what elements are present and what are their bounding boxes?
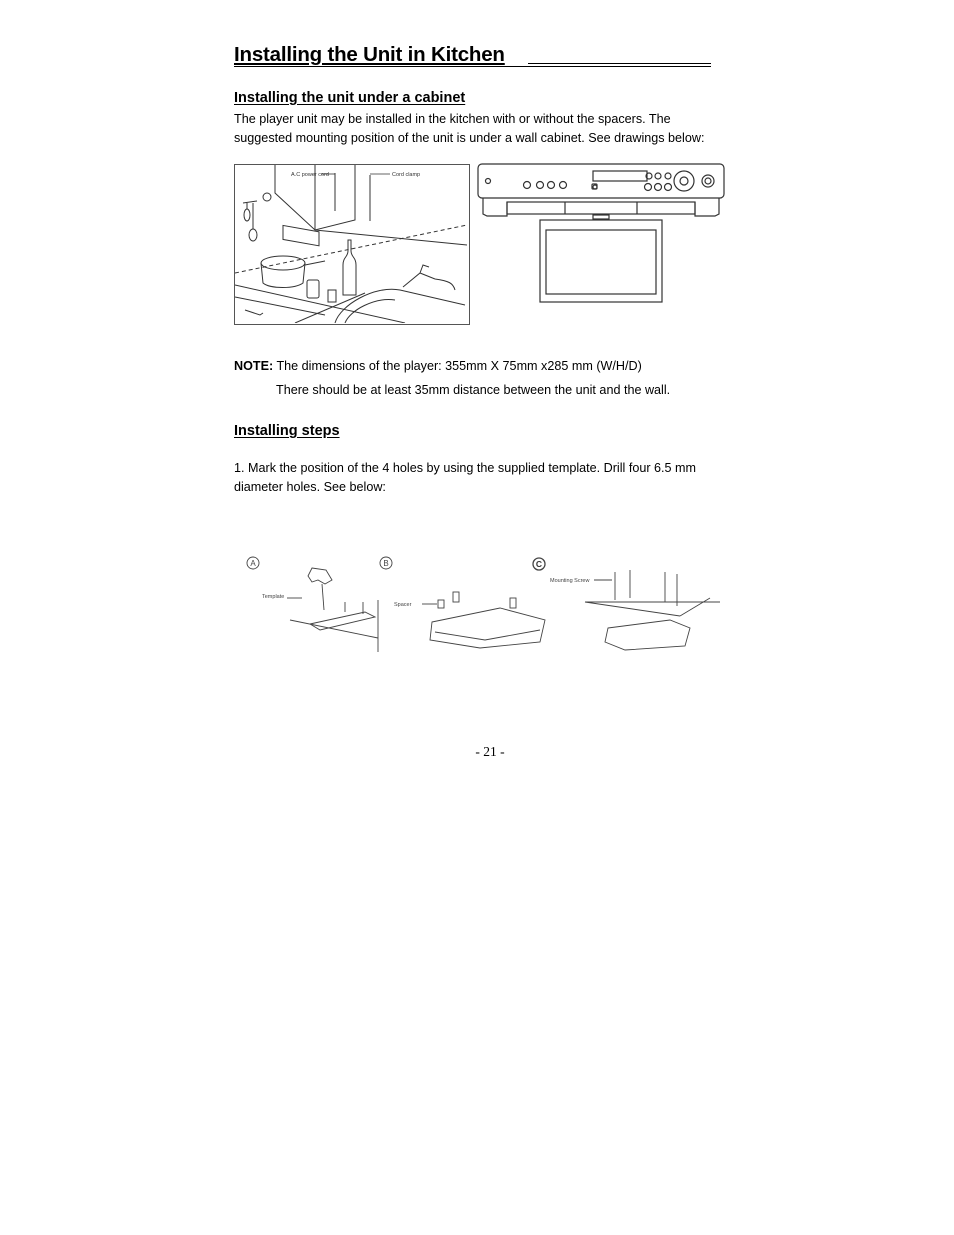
- step-c-marker: C: [535, 559, 543, 569]
- note-label: NOTE:: [234, 359, 274, 373]
- title-rule: [234, 66, 711, 67]
- label-template: Template: [262, 594, 285, 600]
- unit-drawing: [477, 162, 725, 307]
- label-power-cord: A.C power cord: [291, 172, 329, 178]
- note-dimensions: The dimensions of the player: 355mm X 75mm x285 mm (W/H/D): [273, 359, 642, 373]
- cabinet-text-line2: suggested mounting position of the unit is under a wall cabinet. See drawings below:: [234, 131, 705, 145]
- step1-line2: diameter holes. See below:: [234, 480, 386, 494]
- page-title: Installing the Unit in Kitchen: [234, 43, 505, 66]
- install-steps-illustration: [240, 550, 720, 660]
- cabinet-text-line1: The player unit may be installed in the kitchen with or without the spacers. The: [234, 112, 671, 126]
- label-spacer: Spacer: [394, 602, 412, 608]
- install-steps-drawing: [240, 550, 720, 660]
- label-mounting-screw: Mounting Screw: [550, 578, 590, 584]
- title-rule: [528, 63, 711, 64]
- label-cord-clamp: Cord clamp: [392, 172, 421, 178]
- step1-line1: 1. Mark the position of the 4 holes by using the supplied template. Drill four 6.5 mm: [234, 461, 697, 475]
- step-b-marker: B: [383, 559, 389, 568]
- page-number: - 21 -: [475, 744, 505, 759]
- steps-heading: Installing steps: [234, 423, 340, 439]
- note-line2: There should be at least 35mm distance between the unit and the wall.: [276, 383, 671, 397]
- kitchen-drawing: [235, 165, 468, 323]
- step-a-marker: A: [250, 559, 256, 568]
- note-line1: [234, 357, 642, 377]
- cabinet-heading: Installing the unit under a cabinet: [234, 90, 466, 106]
- unit-illustration: [477, 162, 725, 307]
- kitchen-illustration: [234, 164, 470, 325]
